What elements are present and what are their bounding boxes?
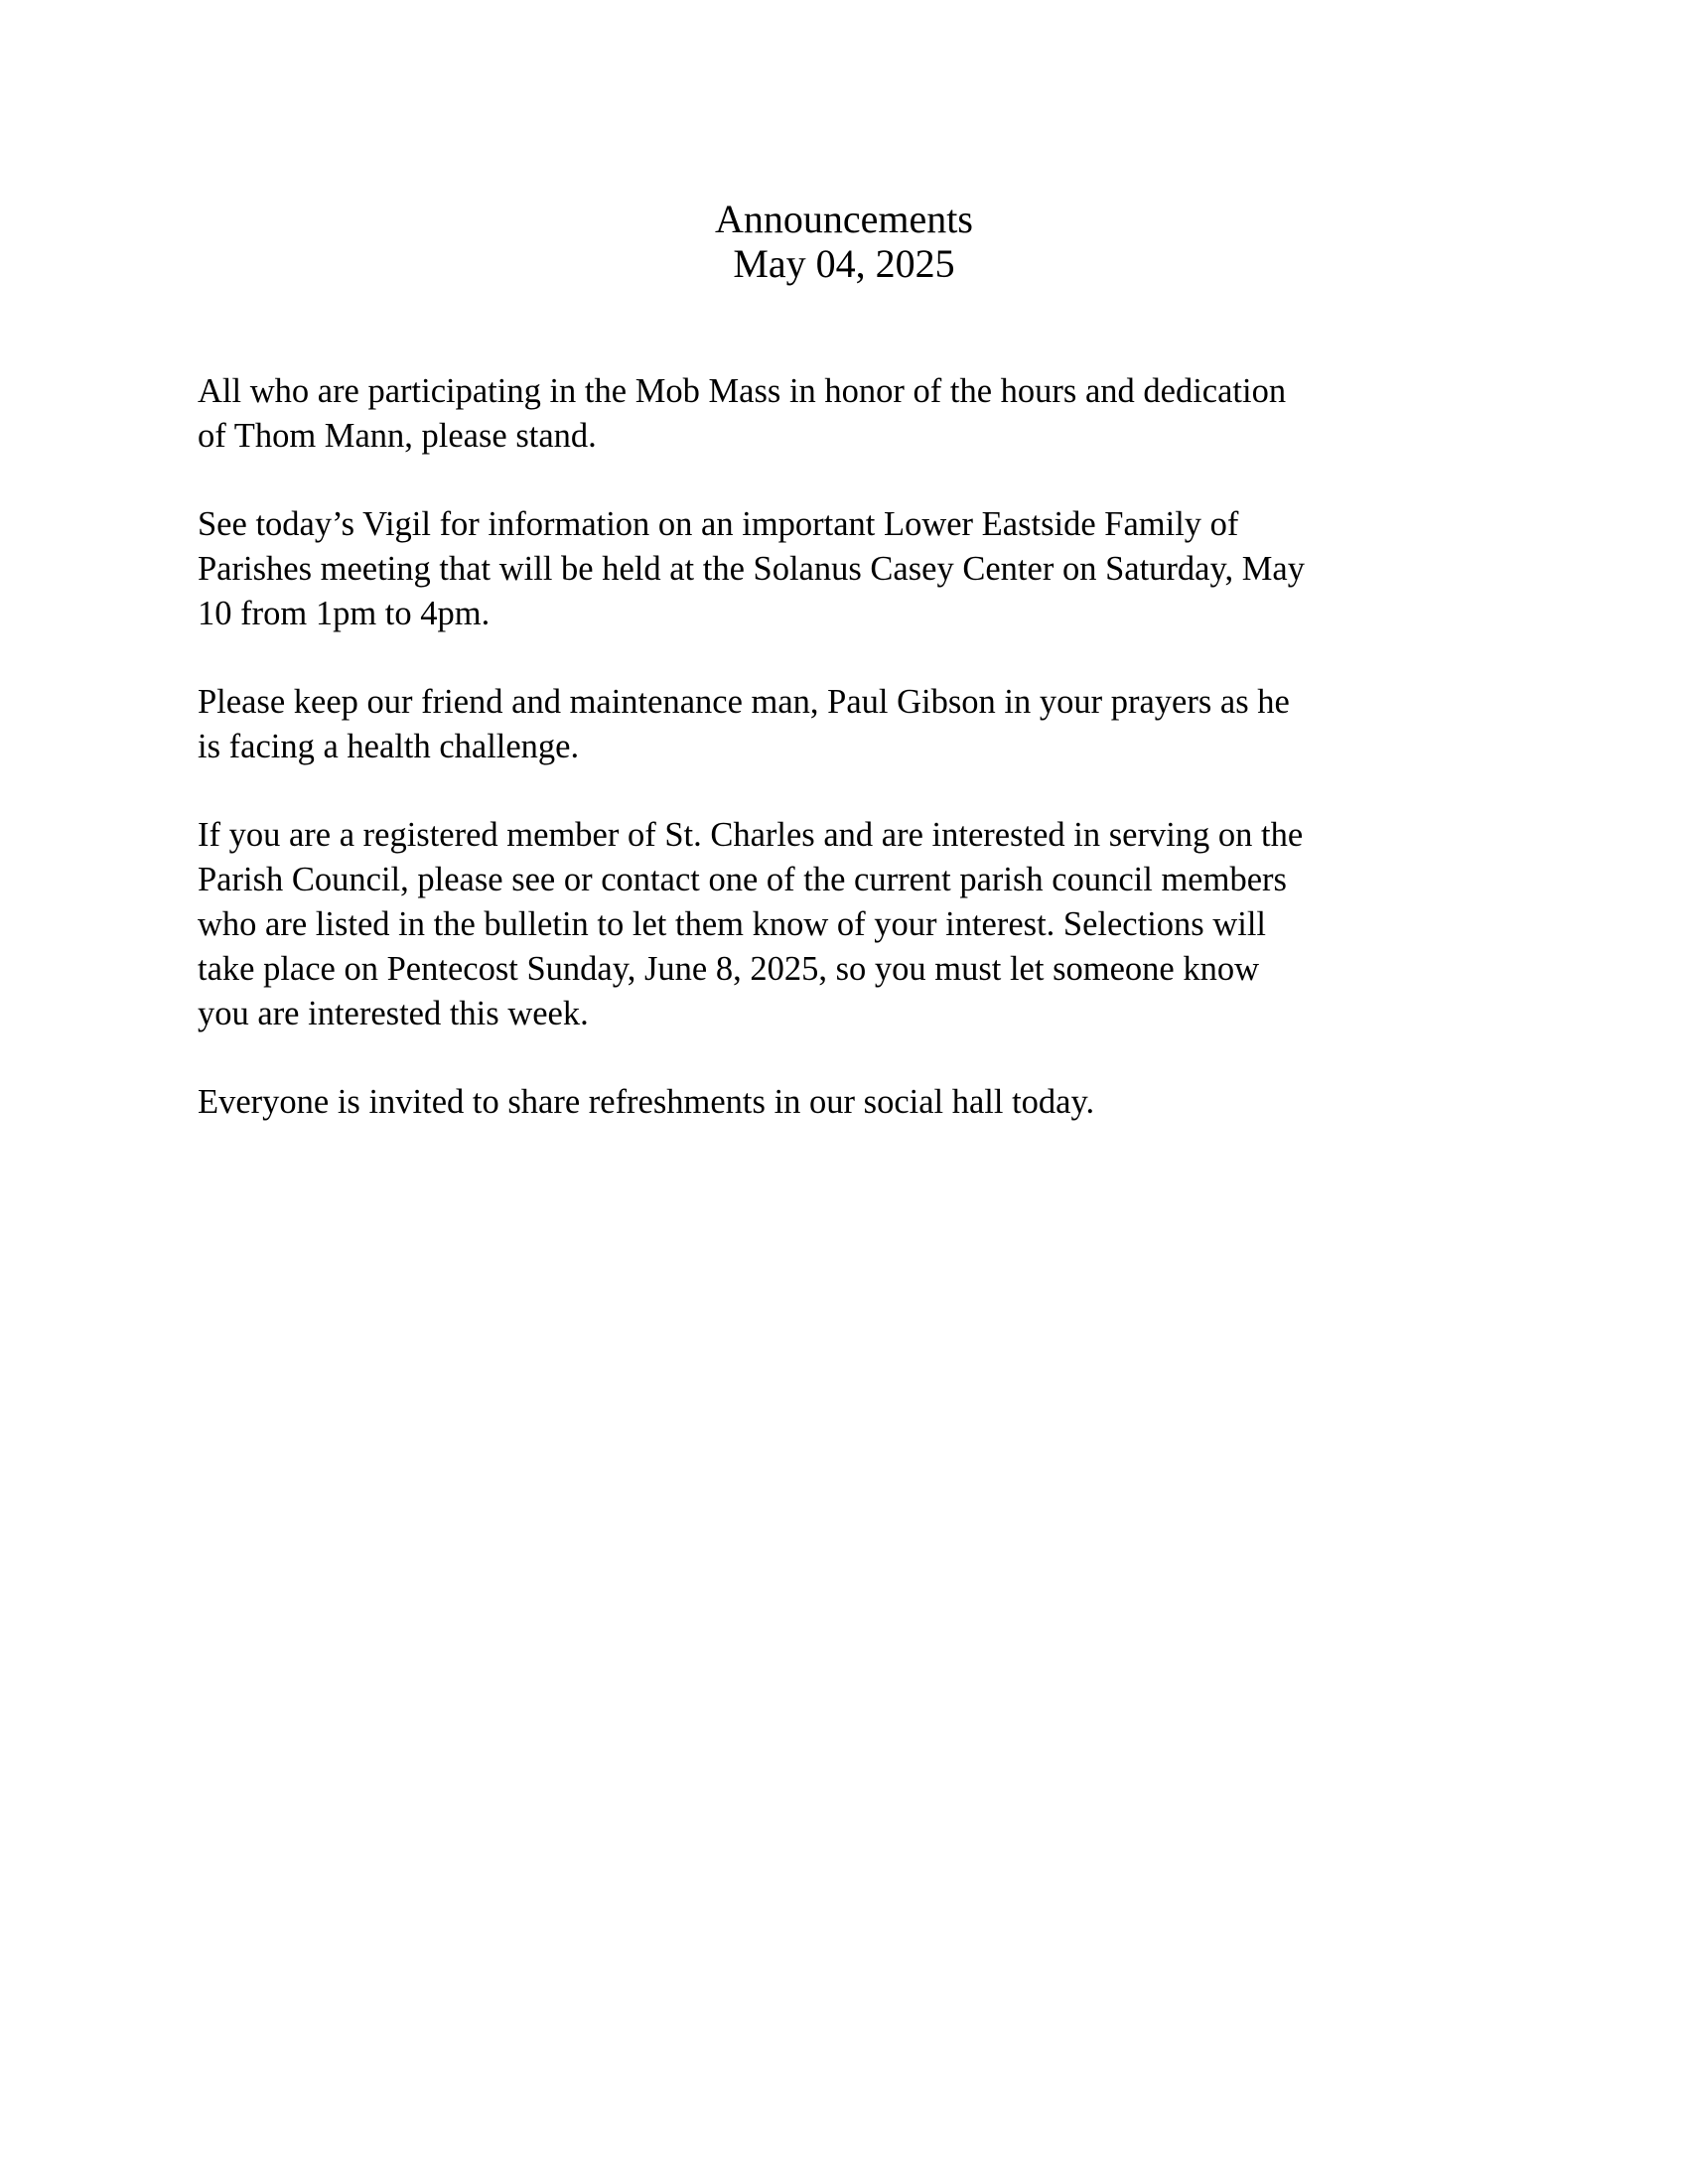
text-line: you are interested this week. xyxy=(198,995,589,1032)
text-line: Please keep our friend and maintenance man, Paul Gibson in your prayers as he xyxy=(198,683,1290,721)
announcement-refreshments xyxy=(198,1080,1488,1125)
announcement-mob-mass xyxy=(198,369,1488,459)
text-line: If you are a registered member of St. Charles and are interested in serving on the xyxy=(198,816,1304,854)
document-header xyxy=(0,197,1688,286)
text-line: See today’s Vigil for information on an important Lower Eastside Family of xyxy=(198,505,1239,543)
text-line: of Thom Mann, please stand. xyxy=(198,417,597,455)
announcement-parish-council xyxy=(198,813,1488,1036)
text-line: is facing a health challenge. xyxy=(198,728,580,765)
document-title: Announcements xyxy=(715,197,973,241)
announcement-vigil-meeting xyxy=(198,502,1488,636)
text-line: take place on Pentecost Sunday, June 8, 2025, so you must let someone know xyxy=(198,950,1260,988)
announcements-body xyxy=(198,369,1488,1168)
text-line: Parishes meeting that will be held at the Solanus Casey Center on Saturday, May xyxy=(198,550,1305,588)
text-line: Everyone is invited to share refreshments in our social hall today. xyxy=(198,1083,1095,1121)
text-line: Parish Council, please see or contact one of the current parish council members xyxy=(198,861,1287,898)
announcement-prayers xyxy=(198,680,1488,769)
document-date: May 04, 2025 xyxy=(733,241,955,286)
text-line: who are listed in the bulletin to let them know of your interest. Selections will xyxy=(198,905,1267,943)
text-line: All who are participating in the Mob Mass in honor of the hours and dedication xyxy=(198,372,1287,410)
text-line: 10 from 1pm to 4pm. xyxy=(198,595,491,632)
